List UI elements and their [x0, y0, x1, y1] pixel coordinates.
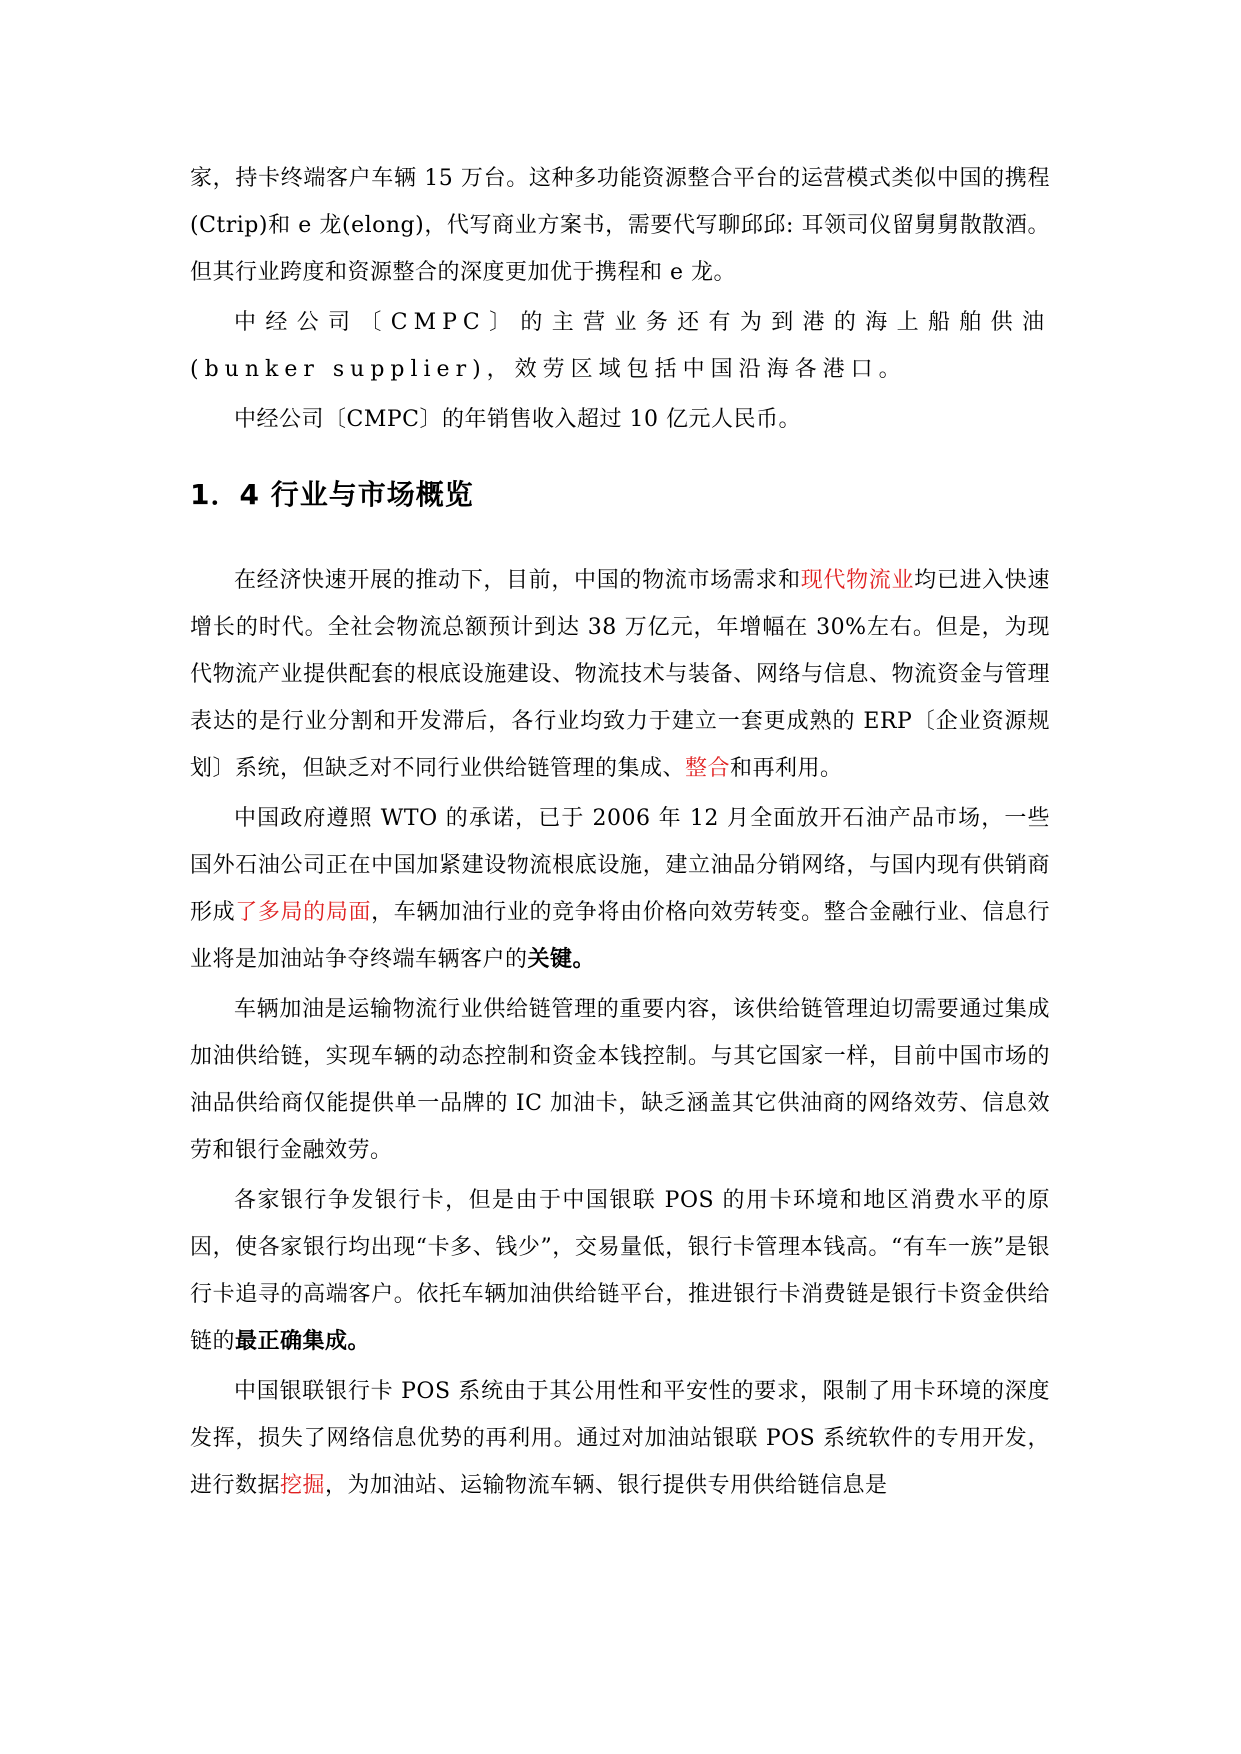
- paragraph-annual-revenue: 中经公司〔CMPC〕的年销售收入超过 10 亿元人民币。: [234, 407, 801, 432]
- wto-text-a: 中国政府遵照 WTO 的承诺，已于 2006 年 12 月全面放开石油产品市场，一些国外石油公司正在中国加紧建设物流根底设施，建立油品分销网络，与国内现有供销商形成: [190, 806, 1050, 925]
- highlight-integration: 整合: [685, 756, 731, 781]
- paragraph-pos-system: [190, 1368, 1050, 1509]
- paragraph-wto: [190, 795, 1050, 983]
- bold-best-integration: 最正确集成。: [235, 1329, 371, 1354]
- market-text-e: 和再利用。: [730, 756, 843, 781]
- highlight-multi-party: 了多局的局面: [235, 900, 372, 925]
- wto-text-c: ，车辆加油行业的竞争将由价格向效劳转变。整合金融行业、信息行业将是加油站争夺终端车辆客户的: [190, 900, 1050, 972]
- document-body: [190, 155, 1050, 1512]
- highlight-modern-logistics: 现代物流业: [800, 568, 915, 593]
- paragraph-bunker-supply: 中经公司〔CMPC〕的主营业务还有为到港的海上船舶供油(bunker supplier)，效劳区域包括中国沿海各港口。: [190, 310, 1050, 382]
- pos-text-a: 中国银联银行卡 POS 系统由于其公用性和平安性的要求，限制了用卡环境的深度发挥，损失了网络信息优势的再利用。通过对加油站银联 POS 系统软件的专用开发，进行数据: [190, 1379, 1050, 1498]
- paragraph-bank-cards: [190, 1177, 1050, 1365]
- bank-text-a: 各家银行争发银行卡，但是由于中国银联 POS 的用卡环境和地区消费水平的原因，使各家银行均出现“卡多、钱少”，交易量低，银行卡管理本钱高。“有车一族”是银行卡追寻的高端客户。依托车辆加油供给链平台，推进银行卡消费链是银行卡资金供给链的: [190, 1188, 1050, 1354]
- market-text-a: 在经济快速开展的推动下，目前，中国的物流市场需求和: [234, 568, 801, 593]
- paragraph-logistics-market: [190, 557, 1050, 792]
- paragraph-vehicle-fueling: 车辆加油是运输物流行业供给链管理的重要内容，该供给链管理迫切需要通过集成加油供给链，实现车辆的动态控制和资金本钱控制。与其它国家一样，目前中国市场的油品供给商仅能提供单一品牌的 IC 加油卡，缺乏涵盖其它供油商的网络效劳、信息效劳和银行金融效劳。: [190, 997, 1050, 1163]
- bold-key: 关键。: [527, 947, 596, 972]
- pos-text-c: ，为加油站、运输物流车辆、银行提供专用供给链信息是: [325, 1473, 888, 1498]
- highlight-mining: 挖掘: [280, 1473, 326, 1498]
- section-heading: 1．4 行业与市场概览: [190, 478, 474, 511]
- market-text-c: 均已进入快速增长的时代。全社会物流总额预计到达 38 万亿元，年增幅在 30%左右。但是，为现代物流产业提供配套的根底设施建设、物流技术与装备、网络与信息、物流资金与管理表达的是行业分割和开发滞后，各行业均致力于建立一套更成熟的 ERP〔企业资源规划〕系统，但缺乏对不同行业供给链管理的集成、: [190, 568, 1050, 781]
- paragraph-fleet-cards: 家，持卡终端客户车辆 15 万台。这种多功能资源整合平台的运营模式类似中国的携程(Ctrip)和 e 龙(elong)，代写商业方案书，需要代写聊邱邱: 耳领司仪留舅舅散散酒。但其行业跨度和资源整合的深度更加优于携程和 e 龙。: [190, 166, 1050, 285]
